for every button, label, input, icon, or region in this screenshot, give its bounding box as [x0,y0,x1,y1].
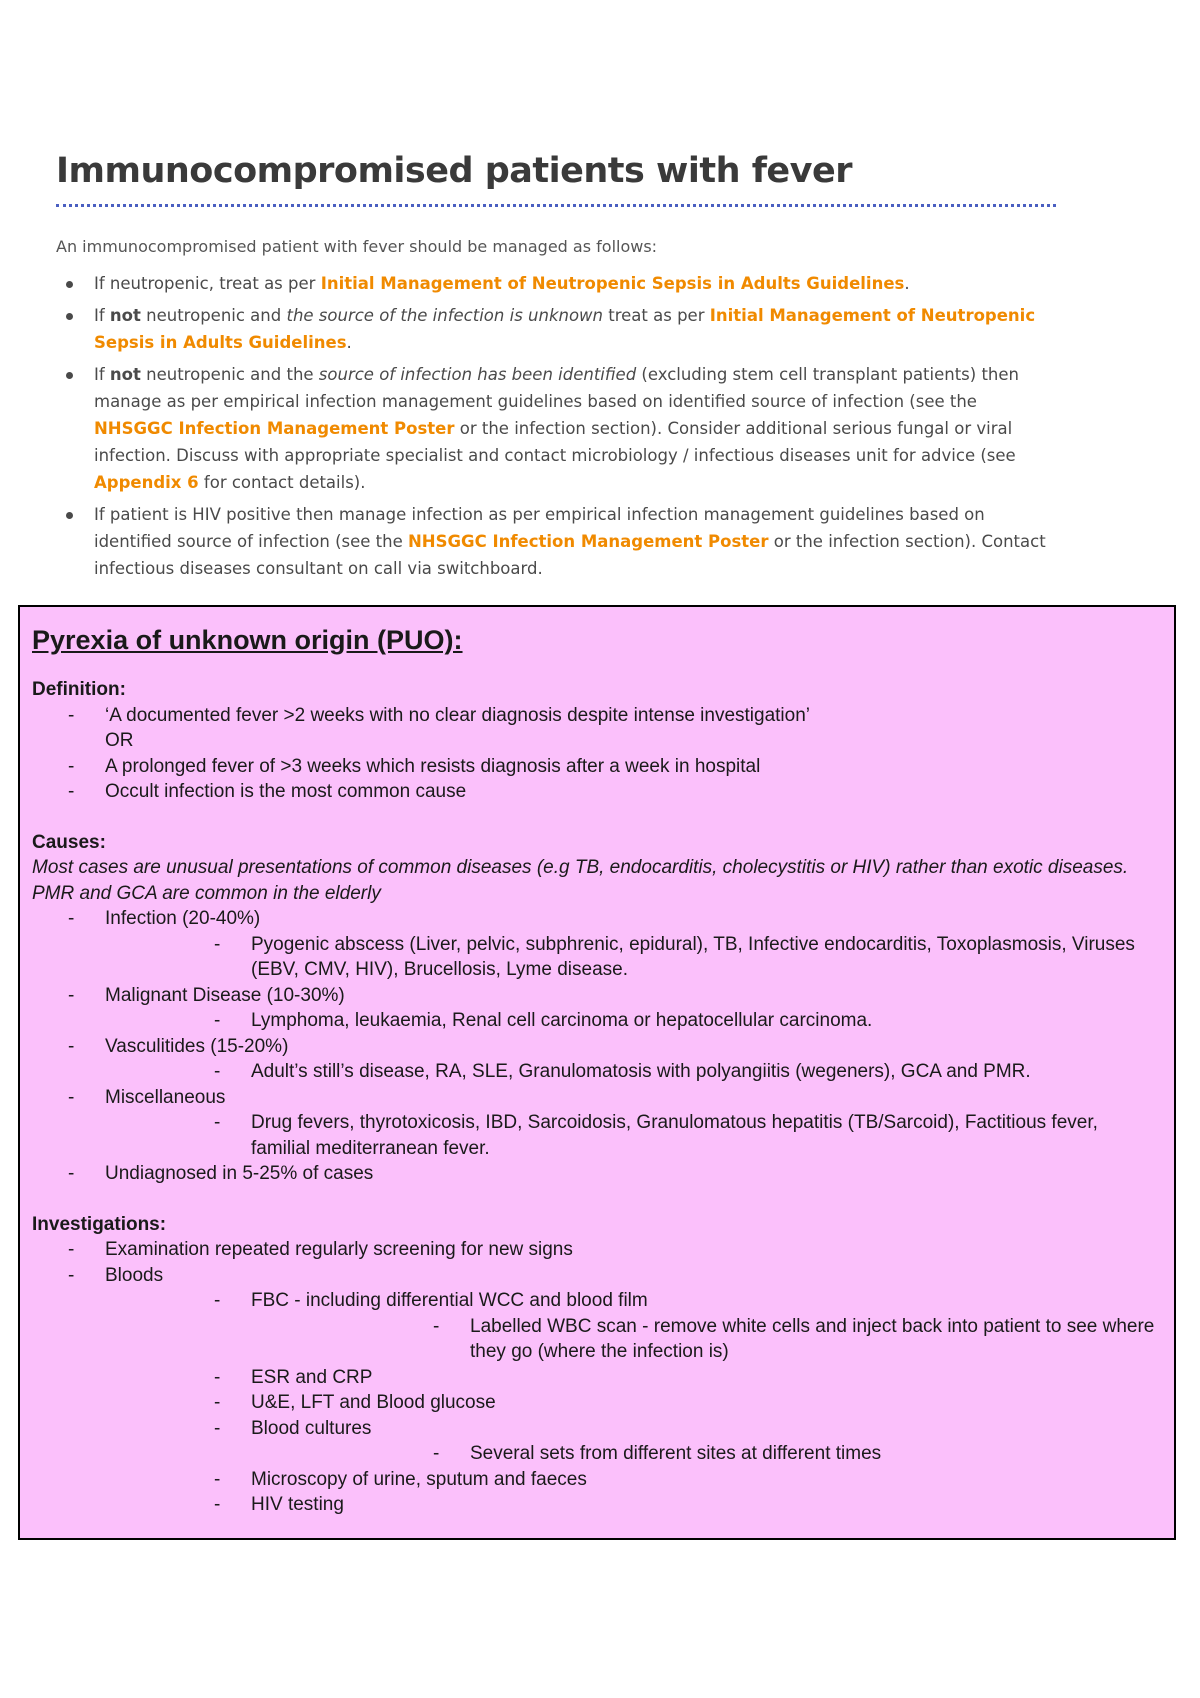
puo-notes-box [18,605,1176,1540]
investigations-list [32,1237,1162,1518]
infection-management-poster-link[interactable]: NHSGGC Infection Management Poster [94,419,455,438]
list-item: - Miscellaneous - Drug fevers, thyrotoxicosis, IBD, Sarcoidosis, Granulomatous hepatitis (TB/Sarcoid), Factitious fever, familial mediterranean fever. [32,1085,1162,1162]
clipping-bullet-unknown-source: If not neutropenic and the source of the infection is unknown treat as per Initial Management of Neutropenic Sepsis in Adults Guidelines. [56,302,1056,356]
list-item: - ESR and CRP [105,1365,1162,1391]
list-item: - Labelled WBC scan - remove white cells and inject back into patient to see where they go (where the infection is) [251,1314,1162,1365]
bullet-dot-icon [66,512,73,519]
list-item: - Occult infection is the most common cause [32,779,1162,805]
appendix-6-link[interactable]: Appendix 6 [94,473,199,492]
list-item: - ‘A documented fever >2 weeks with no clear diagnosis despite intense investigation’ [32,703,1162,729]
neutropenic-sepsis-link[interactable]: Initial Management of Neutropenic Sepsis in Adults Guidelines [94,306,1036,352]
causes-list [32,906,1162,1187]
list-item: - Microscopy of urine, sputum and faeces [105,1467,1162,1493]
clipping-bullet-identified-source: If not neutropenic and the source of infection has been identified (excluding stem cell transplant patients) then manage as per empirical infection management guidelines based on identified source of infection (see the NHSGGC Infection Management Poster or the infection section). Consider additional serious fungal or viral infection. Discuss with appropriate specialist and contact microbiology / infectious diseases unit for advice (see Appendix 6 for contact details). [56,361,1056,496]
neutropenic-sepsis-link[interactable]: Initial Management of Neutropenic Sepsis in Adults Guidelines [320,274,905,293]
list-item: - Undiagnosed in 5-25% of cases [32,1161,1162,1187]
list-item: - U&E, LFT and Blood glucose [105,1390,1162,1416]
clipping-intro: An immunocompromised patient with fever should be managed as follows: [56,237,658,256]
list-item: - A prolonged fever of >3 weeks which resists diagnosis after a week in hospital [32,754,1162,780]
guideline-clipping [56,150,1056,587]
list-item: - Blood cultures - Several sets from different sites at different times [105,1416,1162,1467]
list-item: - Vasculitides (15-20%) - Adult’s still’s disease, RA, SLE, Granulomatosis with polyangiitis (wegeners), GCA and PMR. [32,1034,1162,1085]
bullet-dot-icon [66,313,73,320]
list-item: - Lymphoma, leukaemia, Renal cell carcinoma or hepatocellular carcinoma. [105,1008,1162,1034]
causes-heading: Causes: [32,831,106,853]
list-item: - Adult’s still’s disease, RA, SLE, Granulomatosis with polyangiitis (wegeners), GCA and PMR. [105,1059,1162,1085]
clipping-list [56,270,1056,582]
clipping-bullet-neutropenic: If neutropenic, treat as per Initial Management of Neutropenic Sepsis in Adults Guidelines. [56,270,1056,297]
investigations-heading: Investigations: [32,1213,167,1235]
causes-intro: Most cases are unusual presentations of common diseases (e.g TB, endocarditis, cholecystitis or HIV) rather than exotic diseases. PMR and GCA are common in the elderly [32,857,1129,904]
list-item: - Several sets from different sites at different times [251,1441,1162,1467]
list-item: - Bloods - FBC - including differential WCC and blood film - Labelled WBC scan - remove white cells and inject back into patient to see where they go (where the infection is) - ESR and CRP - U&E, LFT and Blood glucose - Blood cultures - Several sets from different sites at different times - Microscopy of urine, sputum and faeces - HIV testing [32,1263,1162,1518]
list-item: - FBC - including differential WCC and blood film - Labelled WBC scan - remove white cells and inject back into patient to see where they go (where the infection is) [105,1288,1162,1365]
notes-title: Pyrexia of unknown origin (PUO): [32,625,463,655]
list-item: - Examination repeated regularly screening for new signs [32,1237,1162,1263]
list-item: - Drug fevers, thyrotoxicosis, IBD, Sarcoidosis, Granulomatous hepatitis (TB/Sarcoid), Factitious fever, familial mediterranean fever. [105,1110,1162,1161]
clipping-bullet-hiv: If patient is HIV positive then manage infection as per empirical infection management guidelines based on identified source of infection (see the NHSGGC Infection Management Poster or the infection section). Contact infectious diseases consultant on call via switchboard. [56,501,1056,582]
definition-heading: Definition: [32,679,126,700]
bullet-dot-icon [66,281,73,288]
list-item: - Infection (20-40%) - Pyogenic abscess (Liver, pelvic, subphrenic, epidural), TB, Infective endocarditis, Toxoplasmosis, Viruses (EBV, CMV, HIV), Brucellosis, Lyme disease. [32,906,1162,983]
title-dotted-rule [56,204,1056,207]
bullet-dot-icon [66,372,73,379]
list-item: - Malignant Disease (10-30%) - Lymphoma, leukaemia, Renal cell carcinoma or hepatocellular carcinoma. [32,983,1162,1034]
clipping-title: Immunocompromised patients with fever [56,151,852,191]
list-item: OR [105,730,134,751]
list-item: - HIV testing [105,1492,1162,1518]
definition-list [32,703,1162,805]
infection-management-poster-link[interactable]: NHSGGC Infection Management Poster [408,532,769,551]
list-item: - Pyogenic abscess (Liver, pelvic, subphrenic, epidural), TB, Infective endocarditis, Toxoplasmosis, Viruses (EBV, CMV, HIV), Brucellosis, Lyme disease. [105,932,1162,983]
